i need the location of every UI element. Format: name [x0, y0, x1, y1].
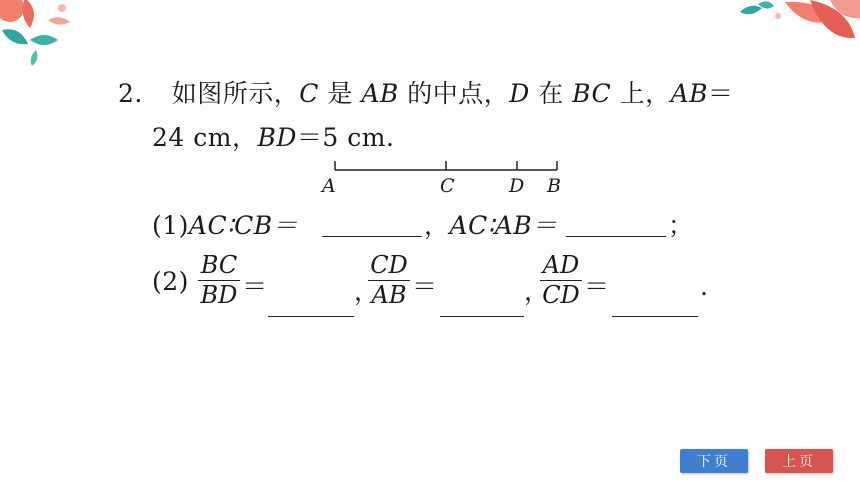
previous-page-button[interactable]: 上页	[765, 449, 833, 473]
part-1-end: ；	[668, 211, 694, 240]
label-b: B	[547, 175, 561, 197]
part-2-prefix: (2)	[152, 267, 189, 296]
answer-blank-2[interactable]	[566, 236, 666, 237]
floral-decoration-top-left	[0, 0, 110, 70]
equals-sign: ＝	[242, 272, 268, 301]
comma: ，	[424, 211, 450, 240]
segment-ab: AB	[361, 79, 399, 108]
text-segment: 如图所示，	[171, 79, 300, 108]
segment-bd: BD	[257, 123, 297, 152]
answer-blank-5[interactable]	[612, 316, 698, 317]
text-segment: 的中点，	[398, 79, 510, 108]
segment-ab: AB	[670, 79, 709, 108]
ratio-ac-cb: AC∶CB＝	[188, 211, 299, 240]
problem-number: 2.	[118, 79, 143, 108]
part-1-prefix: (1)	[152, 211, 189, 240]
label-d: D	[509, 175, 525, 197]
label-c: C	[440, 175, 455, 197]
comma: ，	[524, 277, 550, 306]
point-c: C	[299, 79, 319, 108]
text-segment: ＝	[708, 79, 734, 108]
problem-line-2	[152, 118, 394, 154]
point-d: D	[509, 79, 530, 108]
period: .	[700, 272, 709, 301]
fraction-denominator: BD	[200, 281, 238, 309]
part-1	[152, 206, 298, 242]
segment-bc: BC	[572, 79, 612, 108]
text-segment: ＝5 cm.	[296, 123, 395, 152]
next-page-button[interactable]: 下页	[680, 449, 748, 473]
text-segment: 在	[529, 79, 573, 108]
ratio-ac-ab: AC∶AB＝	[449, 211, 558, 240]
part-1-second	[424, 206, 558, 242]
fraction-numerator: AD	[542, 251, 580, 279]
floral-decoration-top-right	[730, 0, 860, 50]
answer-blank-4[interactable]	[440, 316, 524, 317]
fraction-numerator: BC	[200, 251, 238, 279]
answer-blank-3[interactable]	[268, 316, 354, 317]
answer-blank-1[interactable]	[322, 236, 422, 237]
problem-line-1	[118, 74, 734, 110]
text-segment: 24 cm，	[152, 123, 258, 152]
text-segment: 是	[318, 79, 362, 108]
text-segment: 上，	[611, 79, 671, 108]
equals-sign: ＝	[584, 272, 610, 301]
equals-sign: ＝	[412, 272, 438, 301]
fraction-denominator: CD	[542, 281, 580, 309]
fraction-denominator: AB	[371, 281, 407, 309]
label-a: A	[322, 175, 336, 197]
comma: ，	[354, 277, 380, 306]
fraction-numerator: CD	[370, 251, 408, 279]
